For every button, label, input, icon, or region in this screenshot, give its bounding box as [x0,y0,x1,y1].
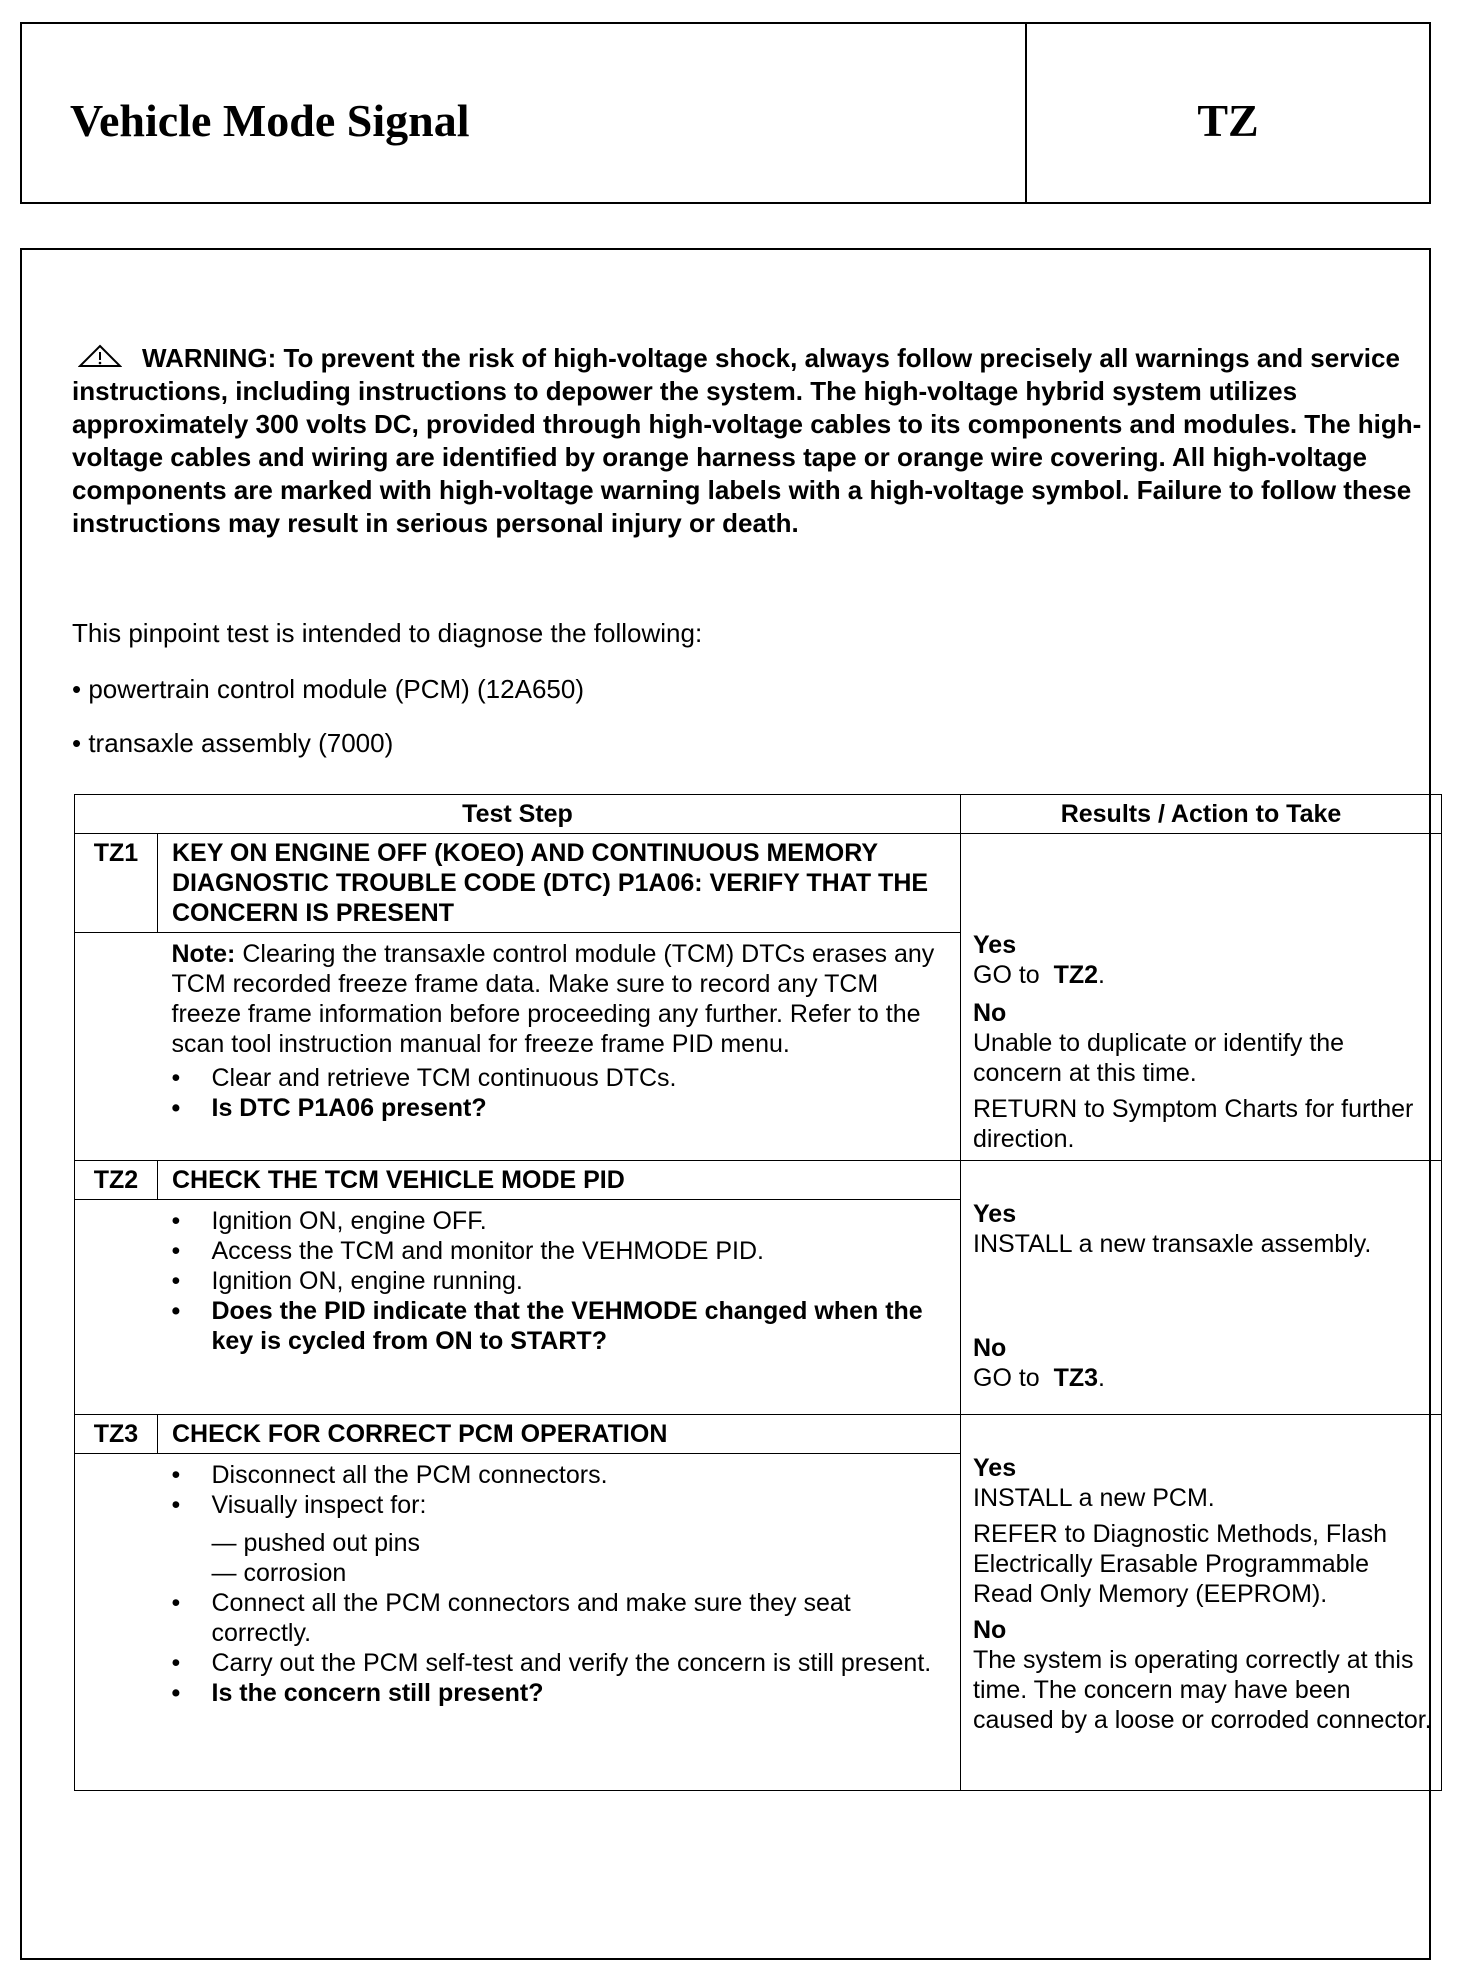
step-result: Yes INSTALL a new PCM. REFER to Diagnostic Methods, Flash Electrically Erasable Programmable Read Only Memory (EEPROM). No The system is operating correctly at this time. The concern may have been caused by a loose or corroded connector. [961,1415,1442,1791]
intro-text: This pinpoint test is intended to diagnose the following: [72,618,703,648]
step-id: TZ1 [75,834,158,933]
main-content-box [20,248,1431,1960]
step-result: Yes INSTALL a new transaxle assembly. No GO to TZ3. [961,1161,1442,1415]
column-header-results: Results / Action to Take [961,795,1442,834]
step-heading-row [75,834,1442,933]
section-code: TZ [1197,95,1259,146]
step-body: Note: Clearing the transaxle control module (TCM) DTCs erases any TCM recorded freeze frame data. Make sure to record any TCM freeze frame information before proceeding any further. Refer to the scan tool instruction manual for freeze frame PID menu. • Clear and retrieve TCM continuous DTCs. • Is DTC P1A06 present? [158,933,961,1161]
step-heading-row [75,1415,1442,1454]
step-heading: CHECK THE TCM VEHICLE MODE PID [158,1161,961,1200]
step-body: • Disconnect all the PCM connectors. • Visually inspect for: — pushed out pins — corrosion • Connect all the PCM connectors and make sure they seat correctly. • Carry out the PCM self-test and verify the concern is still present. • Is the concern still present? [158,1454,961,1791]
step-heading: KEY ON ENGINE OFF (KOEO) AND CONTINUOUS MEMORY DIAGNOSTIC TROUBLE CODE (DTC) P1A06: VERIFY THAT THE CONCERN IS PRESENT [158,834,961,933]
warning-block [72,342,1442,540]
test-step-table [74,794,1442,1791]
page-title: Vehicle Mode Signal [70,95,470,146]
step-id: TZ2 [75,1161,158,1200]
diagnose-item: • powertrain control module (PCM) (12A650) [72,674,584,704]
warning-text: WARNING: To prevent the risk of high-voltage shock, always follow precisely all warnings and service instructions, including instructions to depower the system. The high-voltage hybrid system utilizes approximately 300 volts DC, provided through high-voltage cables to its components and modules. The high-voltage cables and wiring are identified by orange harness tape or orange wire covering. All high-voltage components are marked with high-voltage warning labels with a high-voltage symbol. Failure to follow these instructions may result in serious personal injury or death. [72,343,1422,538]
step-id: TZ3 [75,1415,158,1454]
diagnose-item: • transaxle assembly (7000) [72,728,394,758]
column-header-test-step: Test Step [75,795,961,834]
title-box [20,22,1431,204]
step-body: • Ignition ON, engine OFF. • Access the TCM and monitor the VEHMODE PID. • Ignition ON, engine running. • Does the PID indicate that the VEHMODE changed when the key is cycled from ON to START? [158,1200,961,1415]
warning-triangle-icon [78,344,122,368]
step-heading-row [75,1161,1442,1200]
step-result: Yes GO to TZ2. No Unable to duplicate or identify the concern at this time. RETURN to Symptom Charts for further direction. [961,834,1442,1161]
step-heading: CHECK FOR CORRECT PCM OPERATION [158,1415,961,1454]
